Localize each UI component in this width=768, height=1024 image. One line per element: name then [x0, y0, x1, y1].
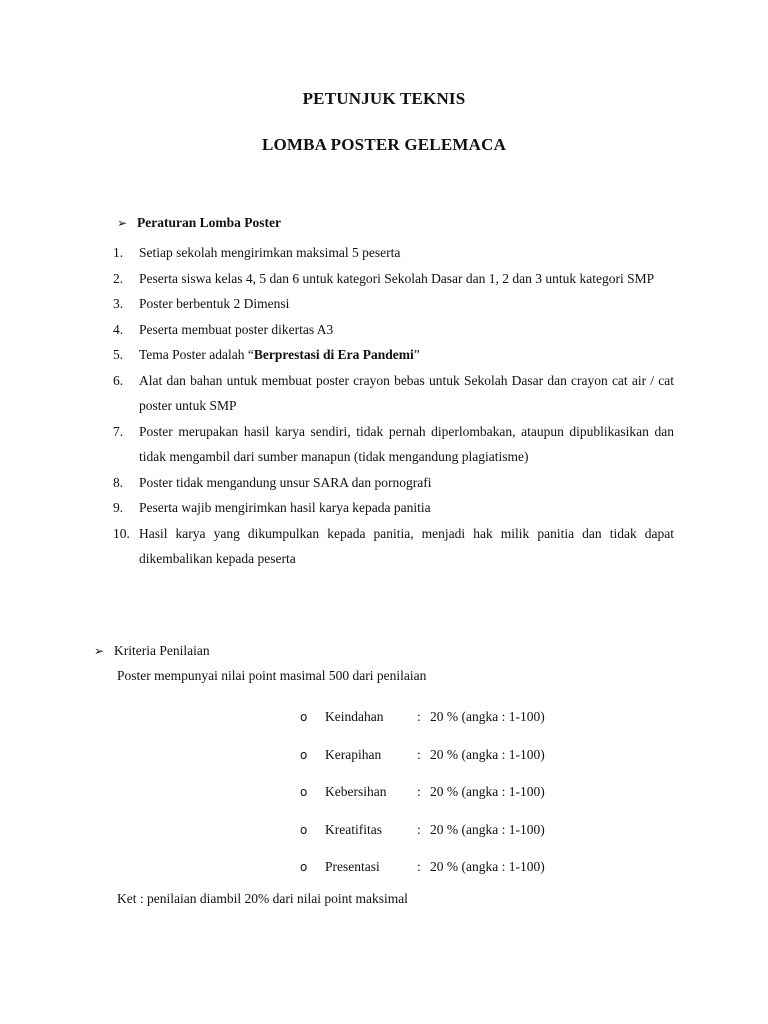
- list-item-text: Hasil karya yang dikumpulkan kepada panitia, menjadi hak milik panitia dan tidak dapat dikembalikan kepada peserta: [139, 525, 674, 566]
- list-item-text: Poster merupakan hasil karya sendiri, tidak pernah diperlombakan, ataupun dipublikasikan dan tidak mengambil dari sumber manapun (tidak mengandung plagiatisme): [139, 423, 674, 464]
- arrow-bullet-icon: ➢: [117, 216, 128, 230]
- circle-bullet-icon: o: [300, 860, 308, 874]
- criteria-note: Ket : penilaian diambil 20% dari nilai point maksimal: [117, 891, 408, 906]
- criteria-colon: :: [417, 709, 421, 724]
- list-item-text: Peserta wajib mengirimkan hasil karya kepada panitia: [139, 500, 431, 515]
- criteria-colon: :: [417, 859, 421, 874]
- criteria-colon: :: [417, 784, 421, 799]
- list-item-number: 6.: [113, 372, 124, 388]
- criteria-value: 20 % (angka : 1-100): [430, 859, 545, 874]
- criteria-colon: :: [417, 746, 421, 762]
- criteria-value: 20 % (angka : 1-100): [430, 746, 545, 762]
- list-item-text: [139, 347, 420, 362]
- section-heading-text: Kriteria Penilaian: [114, 643, 210, 658]
- criteria-value: 20 % (angka : 1-100): [430, 709, 545, 724]
- criteria-value: 20 % (angka : 1-100): [430, 784, 545, 799]
- list-item-number: 3.: [113, 296, 124, 311]
- circle-bullet-icon: o: [300, 785, 308, 799]
- doc-subtitle: LOMBA POSTER GELEMACA: [261, 135, 507, 154]
- criteria-name: Kerapihan: [325, 746, 382, 762]
- criteria-name: Keindahan: [325, 709, 384, 724]
- criteria-intro: Poster mempunyai nilai point masimal 500 dari penilaian: [117, 668, 427, 683]
- section-heading-text: Peraturan Lomba Poster: [137, 215, 281, 230]
- criteria-name: Kreatifitas: [325, 821, 382, 837]
- list-item: [113, 470, 674, 496]
- list-item-text: Poster berbentuk 2 Dimensi: [139, 296, 290, 311]
- theme-suffix: ”: [413, 347, 420, 362]
- list-item-text: Peserta membuat poster dikertas A3: [139, 321, 334, 337]
- list-item-text: Setiap sekolah mengirimkan maksimal 5 peserta: [139, 245, 401, 260]
- circle-bullet-icon: o: [300, 822, 308, 837]
- list-item-text: Peserta siswa kelas 4, 5 dan 6 untuk kategori Sekolah Dasar dan 1, 2 dan 3 untuk kategori SMP: [139, 270, 655, 286]
- list-item: [113, 521, 674, 572]
- list-item-number: 8.: [113, 474, 124, 490]
- arrow-bullet-icon: ➢: [94, 644, 105, 658]
- list-item: [113, 240, 674, 266]
- circle-bullet-icon: o: [300, 747, 308, 762]
- list-item: [113, 368, 674, 419]
- section-heading-rules: [117, 215, 281, 231]
- section-heading-criteria: [94, 643, 210, 659]
- list-item-number: 5.: [113, 347, 124, 362]
- list-item-number: 7.: [113, 423, 124, 439]
- list-item-number: 9.: [113, 500, 124, 515]
- doc-title: PETUNJUK TEKNIS: [302, 89, 466, 108]
- list-item: [113, 317, 674, 343]
- list-item-number: 4.: [113, 321, 124, 337]
- criteria-name: Kebersihan: [325, 784, 387, 799]
- list-item: [113, 342, 674, 368]
- list-item: [113, 419, 674, 470]
- list-item: [113, 266, 674, 292]
- list-item-number: 2.: [113, 270, 124, 286]
- criteria-value: 20 % (angka : 1-100): [430, 821, 545, 837]
- criteria-name: Presentasi: [325, 859, 380, 874]
- list-item-number: 10.: [113, 525, 130, 541]
- list-item-text: Poster tidak mengandung unsur SARA dan pornografi: [139, 474, 432, 490]
- list-item: [113, 291, 674, 317]
- theme-prefix: Tema Poster adalah “: [139, 347, 254, 362]
- list-item-text: Alat dan bahan untuk membuat poster crayon bebas untuk Sekolah Dasar dan crayon cat air / cat poster untuk SMP: [139, 372, 674, 413]
- criteria-colon: :: [417, 821, 421, 837]
- theme-name: Berprestasi di Era Pandemi: [253, 347, 414, 362]
- list-item: [113, 495, 674, 521]
- list-item-number: 1.: [113, 245, 124, 260]
- rules-list: [113, 240, 674, 572]
- circle-bullet-icon: o: [300, 710, 308, 724]
